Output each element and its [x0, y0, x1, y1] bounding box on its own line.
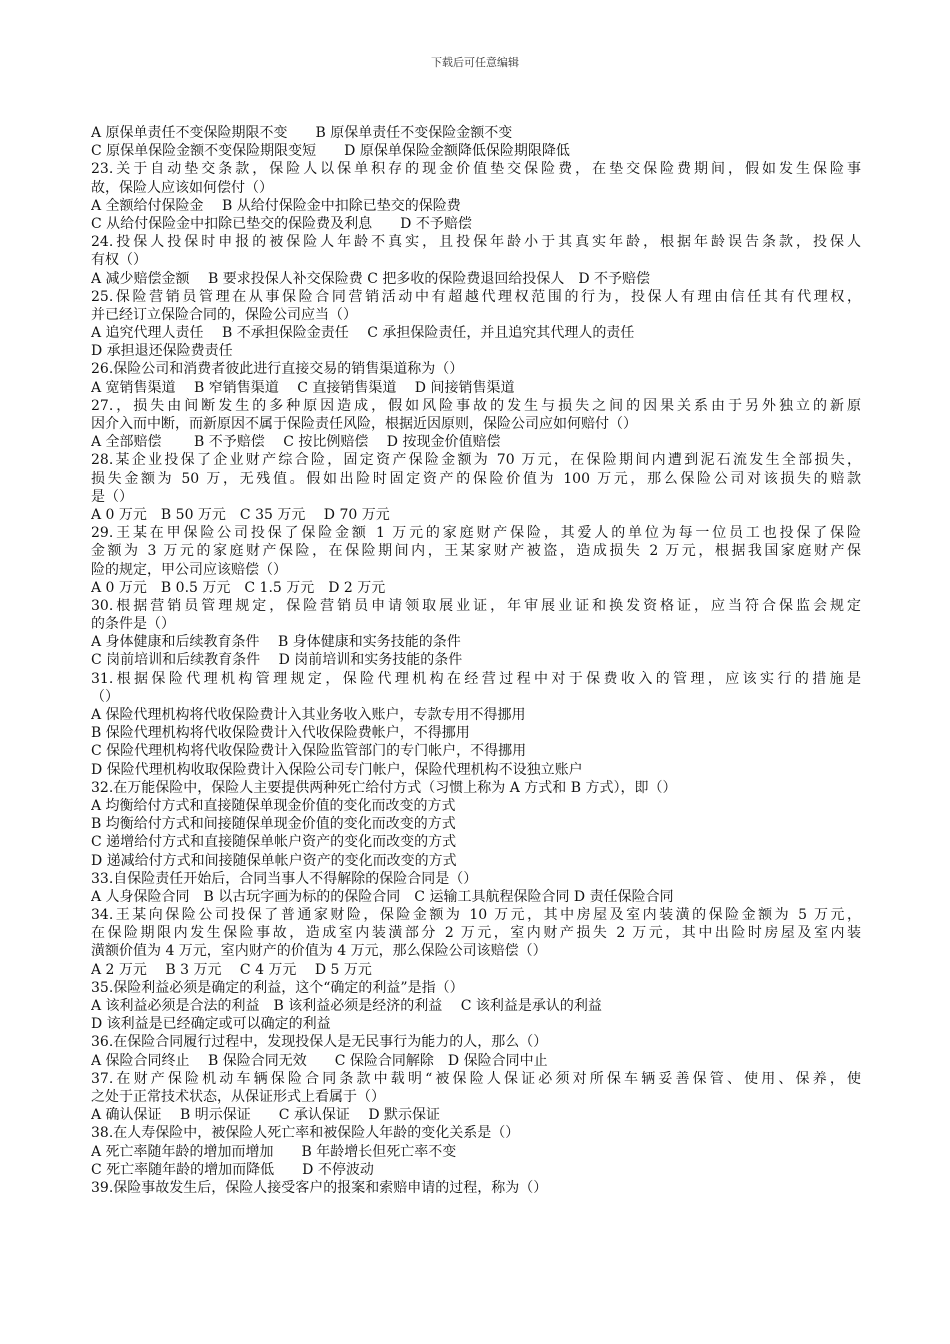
text-line: B 保险代理机构将代收保险费计入代收保险费帐户，不得挪用 [91, 725, 470, 742]
text-line: B 均衡给付方式和间接随保单现金价值的变化而改变的方式 [91, 816, 456, 833]
text-line: 潢额价值为 4 万元，室内财产的价值为 4 万元，那么保险公司该赔偿（） [91, 943, 547, 960]
text-line: 之处于正常技术状态，从保证形式上看属于（） [91, 1088, 385, 1105]
text-line: 37.在财产保险机动车辆保险合同条款中载明“被保险人保证必须对所保车辆妥善保管、使用、保养，使 [91, 1070, 861, 1087]
text-line: C 从给付保险金中扣除已垫交的保险费及利息 D 不予赔偿 [91, 215, 472, 232]
text-line: 27.，损失由间断发生的多种原因造成，假如风险事故的发生与损失之间的因果关系由于另外独立的新原 [91, 397, 861, 414]
document-body [91, 124, 861, 1197]
text-line: 32.在万能保险中，保险人主要提供两种死亡给付方式（习惯上称为 A 方式和 B 方式），即（） [91, 779, 677, 796]
text-line: 38.在人寿保险中，被保险人死亡率和被保险人年龄的变化关系是（） [91, 1125, 520, 1142]
text-line: 34.王某向保险公司投保了普通家财险，保险金额为 10 万元，其中房屋及室内装潢的保险金额为 5 万元， [91, 907, 861, 924]
text-line: A 身体健康和后续教育条件 B 身体健康和实务技能的条件 [91, 634, 461, 651]
text-line: A 0 万元 B 0.5 万元 C 1.5 万元 D 2 万元 [91, 579, 386, 596]
text-line: 25.保险营销员管理在从事保险合同营销活动中有超越代理权范围的行为，投保人有理由信任其有代理权， [91, 288, 861, 305]
text-line: 23.关于自动垫交条款，保险人以保单积存的现金价值垫交保险费，在垫交保险费期间，假如发生保险事 [91, 161, 861, 178]
text-line: （） [91, 688, 119, 705]
text-line: D 该利益是已经确定或可以确定的利益 [91, 1016, 331, 1033]
text-line: 36.在保险合同履行过程中，发现投保人是无民事行为能力的人，那么（） [91, 1034, 548, 1051]
text-line: A 确认保证 B 明示保证 C 承认保证 D 默示保证 [91, 1107, 441, 1124]
text-line: A 0 万元 B 50 万元 C 35 万元 D 70 万元 [91, 506, 390, 523]
text-line: A 该利益必须是合法的利益 B 该利益必须是经济的利益 C 该利益是承认的利益 [91, 998, 602, 1014]
text-line: 29.王某在甲保险公司投保了保险金额 1 万元的家庭财产保险，其爱人的单位为每一位员工也投保了保险 [91, 525, 861, 542]
text-line: 损失金额为 50 万，无残值。假如出险时固定资产的保险价值为 100 万元，那么保险公司对该损失的赔款 [91, 470, 861, 487]
text-line: 因介入而中断，而新原因不属于保险责任风险，根据近因原则，保险公司应如何赔付（） [91, 416, 637, 432]
text-line: 26.保险公司和消费者彼此进行直接交易的销售渠道称为（） [91, 361, 464, 378]
text-line: 的条件是（） [91, 616, 175, 633]
text-line: C 原保单保险金额不变保险期限变短 D 原保单保险金额降低保险期限降低 [91, 143, 570, 160]
text-line: A 人身保险合同 B 以古玩字画为标的的保险合同 C 运输工具航程保险合同 D 责任保险合同 [91, 888, 674, 905]
text-line: 30.根据营销员管理规定，保险营销员申请领取展业证，年审展业证和换发资格证，应当符合保监会规定 [91, 597, 861, 614]
text-line: 35.保险利益必须是确定的利益，这个“确定的利益”是指（） [91, 979, 464, 996]
text-line: A 全额给付保险金 B 从给付保险金中扣除已垫交的保险费 [91, 197, 461, 214]
text-line: A 保险代理机构将代收保险费计入其业务收入账户，专款专用不得挪用 [91, 707, 526, 723]
text-line: A 保险合同终止 B 保险合同无效 C 保险合同解除 D 保险合同中止 [91, 1052, 548, 1069]
text-line: C 岗前培训和后续教育条件 D 岗前培训和实务技能的条件 [91, 652, 463, 669]
text-line: 有权（） [91, 252, 147, 269]
text-line: 33.自保险责任开始后，合同当事人不得解除的保险合同是（） [91, 870, 478, 887]
text-line: A 原保单责任不变保险期限不变 B 原保单责任不变保险金额不变 [91, 125, 513, 141]
text-line: 故，保险人应该如何偿付（） [91, 179, 273, 196]
text-line: C 保险代理机构将代收保险费计入保险监管部门的专门帐户，不得挪用 [91, 743, 527, 760]
text-line: C 递增给付方式和直接随保单帐户资产的变化而改变的方式 [91, 834, 457, 851]
text-line: 28.某企业投保了企业财产综合险，固定资产保险金额为 70 万元，在保险期间内遭到泥石流发生全部损失， [91, 452, 861, 469]
text-line: A 2 万元 B 3 万元 C 4 万元 D 5 万元 [91, 961, 372, 978]
text-line: D 承担退还保险费责任 [91, 343, 233, 360]
text-line: 并已经订立保险合同的，保险公司应当（） [91, 306, 357, 323]
text-line: A 死亡率随年龄的增加而增加 B 年龄增长但死亡率不变 [91, 1143, 457, 1160]
text-line: D 递减给付方式和间接随保单帐户资产的变化而改变的方式 [91, 852, 457, 869]
text-line: 金额为 3 万元的家庭财产保险，在保险期间内，王某家财产被盗，造成损失 2 万元，根据我国家庭财产保 [91, 543, 861, 560]
text-line: A 全部赔偿 B 不予赔偿 C 按比例赔偿 D 按现金价值赔偿 [91, 434, 501, 451]
text-line: C 死亡率随年龄的增加而降低 D 不停波动 [91, 1161, 374, 1178]
text-line: 24.投保人投保时申报的被保险人年龄不真实，且投保年龄小于其真实年龄，根据年龄误告条款，投保人 [91, 234, 861, 251]
text-line: 在保险期限内发生保险事故，造成室内装潢部分 2 万元，室内财产损失 2 万元，其中出险时房屋及室内装 [91, 925, 861, 942]
page-header: 下载后可任意编辑 [431, 56, 519, 69]
text-line: D 保险代理机构收取保险费计入保险公司专门帐户，保险代理机构不设独立账户 [91, 761, 583, 778]
text-line: 31.根据保险代理机构管理规定，保险代理机构在经营过程中对于保费收入的管理，应该实行的措施是 [91, 670, 861, 687]
text-line: A 减少赔偿金额 B 要求投保人补交保险费 C 把多收的保险费退回给投保人 D 不予赔偿 [91, 270, 651, 287]
text-line: A 均衡给付方式和直接随保单现金价值的变化而改变的方式 [91, 797, 456, 814]
text-line: 39.保险事故发生后，保险人接受客户的报案和索赔申请的过程，称为（） [91, 1179, 548, 1196]
text-line: 险的规定，甲公司应该赔偿（） [91, 561, 287, 578]
text-line: A 追究代理人责任 B 不承担保险金责任 C 承担保险责任，并且追究其代理人的责任 [91, 325, 635, 342]
text-line: 是（） [91, 488, 133, 505]
text-line: A 宽销售渠道 B 窄销售渠道 C 直接销售渠道 D 间接销售渠道 [91, 379, 515, 396]
